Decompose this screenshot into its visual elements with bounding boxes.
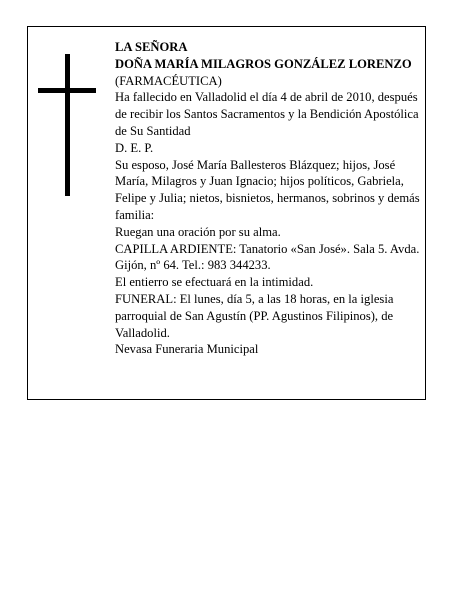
family-list: Su esposo, José María Ballesteros Blázquez; hijos, José María, Milagros y Juan Ignacio; hijos políticos, Gabriela, Felipe y Julia; nietos, bisnietos, hermanos, sobrinos y demás familia: <box>115 157 420 222</box>
title-line1: LA SEÑORA <box>115 40 188 54</box>
deceased-name: DOÑA MARÍA MILAGROS GONZÁLEZ LORENZO <box>115 56 412 71</box>
obituary-notice <box>27 26 426 400</box>
profession: (FARMACÉUTICA) <box>115 73 222 88</box>
rip-text: D. E. P. <box>115 140 154 155</box>
chapel-info: CAPILLA ARDIENTE: Tanatorio «San José». Sala 5. Avda. Gijón, nº 64. Tel.: 983 344233. <box>115 241 420 273</box>
cross-vertical-bar <box>65 54 70 196</box>
death-announcement: Ha fallecido en Valladolid el día 4 de abril de 2010, después de recibir los Santos Sacramentos y la Bendición Apostólica de Su Santidad <box>115 90 419 138</box>
funeral-home: Nevasa Funeraria Municipal <box>115 342 259 357</box>
obituary-text <box>115 39 421 358</box>
cross-icon <box>38 54 96 196</box>
cross-horizontal-bar <box>38 88 96 93</box>
funeral-info: FUNERAL: El lunes, día 5, a las 18 horas, en la iglesia parroquial de San Agustín (PP. Agustinos Filipinos), de Valladolid. <box>115 291 394 340</box>
burial-info: El entierro se efectuará en la intimidad. <box>115 275 314 290</box>
prayer-request: Ruegan una oración por su alma. <box>115 224 281 239</box>
